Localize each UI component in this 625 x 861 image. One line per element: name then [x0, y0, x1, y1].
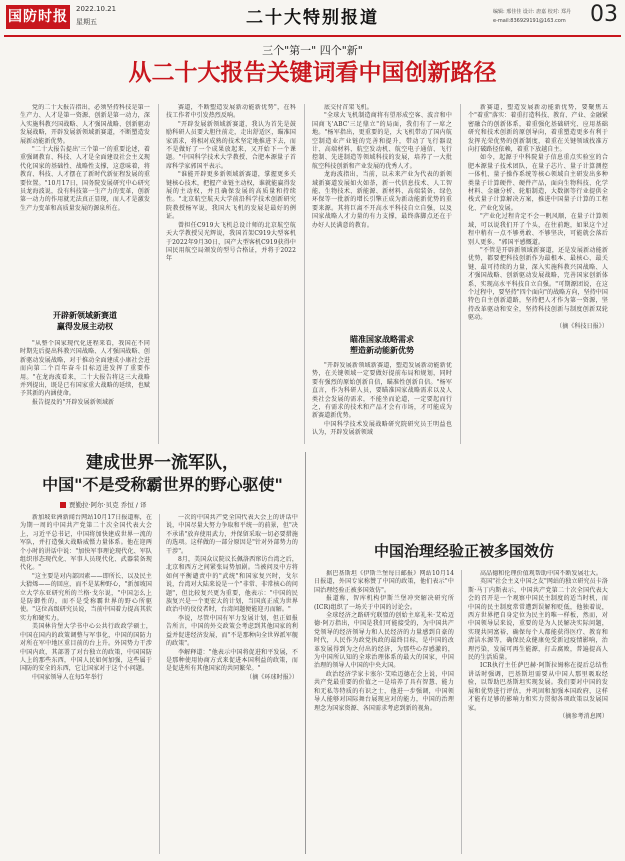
article2-column-1 [20, 514, 152, 854]
lead-column-4 [468, 104, 608, 446]
source-credit: （摘《环球时报》） [246, 673, 298, 681]
section-title: 二十大特别报道 [246, 8, 379, 28]
paragraph: "不管是开辟新领域新赛道，还是发展新动能新优势，都要把科技创新作为最根本、最核心、最关键、最可持续的力量，深入实施科教兴国战略、人才强国战略、创新驱动发展战略，完善国家创新体系，实现高水平科技自立自强。"可期源团说，在这个过程中，要坚持"四个面向"的战略方向，坚持中国特色自主创新道路，坚持把人才作为第一资源，坚持改革驱动和安全，坚持科技创新与制度创新双轮驱动。 [468, 246, 608, 322]
subheading-line: 赢得发展主动权 [57, 322, 113, 331]
column-divider [158, 104, 159, 444]
paragraph: 如今，起源于中科院量子信息重点实验室的合肥本源量子技术团队，在量子芯片、量子计算测控一体机、量子操作系统等核心领域自主研发出多种类量子计算硬件、硬件产品，面向生物科技、化学材料、金融分析、轮船制造，大数据等行业提供全栈式量子计算解决方案，推进中国量子计算的工程化、产业化发展。 [468, 154, 608, 212]
paragraph: 新赛道，塑造发展新动能新优势，要聚焦五个"着重"落实：着重打造科技、教育、产业、金融紧密融合的创新体系，着重强化基础研究、应用基础研究和技术创新的原创导向，着重塑造更多有利于发挥光荣优势的创新制度，着重在关键领域找准方向打破路径依赖，着重下放越自主。 [468, 104, 608, 154]
paragraph: 赛道，不断塑造发展新动能新优势"，在科技工作者中引发热烈反响。 [166, 104, 296, 120]
editor-credits: 编辑: 邢佳佳 设计: 唐嘉 校对: 郑丹 [493, 9, 572, 15]
paragraph: 龙海波指出，当前，以未来产业为代表的新领域新赛道发展如火如荼，新一代信息技术、人工智能、生物技术、新能源、新材料、高端装备、绿色环保等一批新的增长引擎正成为新动能新优势的重要来源。其将巨离不开高水平科技自立自强，以及国家战略人才力量的有力支撑，最终落脚点还在于办好人民满意的教育。 [312, 171, 452, 229]
lead-column-3b [312, 362, 452, 446]
lead-headline: 从二十大报告关键词看中国创新路径 [128, 60, 497, 86]
issue-date: 2022.10.21 [76, 5, 117, 13]
paragraph: 中国科学技术发展战略研究院研究员王明益也认为，开辟发展新领域 [312, 420, 452, 437]
source-credit: （摘《科技日报》） [556, 322, 608, 330]
column-divider [304, 104, 305, 444]
paragraph: 报道称，智库机构伊斯兰堡冲突解决研究所(ICR)组织了一场关于中国的讨论会。 [314, 595, 454, 611]
lead-subheading-2 [312, 334, 452, 356]
lead-column-2 [166, 104, 296, 446]
newspaper-logo: 国防时报 [6, 5, 70, 29]
paragraph: 美国林肯堡大学书中心公共行政政学硕士，中国在国内的政策调整与军事化，中国的国防力对所在军中地区重目前的台上升。外国势力干涉中国内政，其部署了对台独立的政策，中国国防人上的那些东西，中国人民如何加强，这些属于国防的安全的东西，它让国家对于这个小问题。 [20, 623, 152, 673]
paragraph: 全球经济之路研究联盟的创始主席礼米·艾哈迈德·阿万指出，中国是我们可能接受的，为中国共产党领导的经济领导力和人民经济的力量感到自豪的时代，人民作为政党执政的最终目标，是中国的改革发展得到为之付出的经济，为那些心存感激的，为中国所认知的全球治理体系的最大的国家，中国治理的领导人中国的中央大国。 [314, 612, 454, 670]
paragraph: "全球大飞机制造商将有望形成空客、波音和中国商飞'ABC'三足鼎立"的局面，我们有了一席之地。"杨军指出，更重要的是，大飞机带动了国内航空制造业产业链的完善和提升，带动了飞行器设计、高端材料、航空发动机、航空电子通信、飞行控制、先进制造等领域科技的发展，培养了一大批航空科技创新和产业发展的优秀人才。 [312, 112, 452, 170]
paragraph: 党的二十大报告指出，必须坚持科技是第一生产力、人才是第一资源、创新是第一动力，深入实施科教兴国战略、人才强国战略、创新驱动发展战略，开辟发展新领域新赛道，不断塑造发展新动能新优势。 [20, 104, 150, 145]
paragraph: "谁能开辟更多新领域新赛道，掌握更多关键核心技术，把握产业链主动权，谁就能赢得发展的主动权，并且确保发展的高质量和持续性。"北京航空航天大学前沿科学技术创新研究院教授杨军说，我国大飞机的发展是最好的例证。 [166, 171, 296, 221]
source-credit: （摘参考消息网） [559, 712, 608, 720]
subheading-line: 瞄准国家战略需求 [350, 335, 414, 344]
paragraph: 据巴基斯坦《伊斯兰堡每日邮报》网站10月14日报道，外国专家称赞了中国的政策，他们表示"中国治理经验正被多国效仿"。 [314, 570, 454, 594]
article3-column-1 [314, 570, 454, 854]
paragraph: "从整个国家现代化进程来看，我国在不同时期先后提出科教兴国战略、人才强国战略、创新驱动发展战略，对于推动全面建成小康社会进而向第二个百年奋斗目标迈进发挥了重要作用。"在龙海波看来，二十大报告将这三大战略并列提出，既是已有国家重大战略的延续，也赋予其新的内涵使命。 [20, 340, 150, 398]
column-divider [159, 514, 160, 854]
lead-kicker: 三个"第一" 四个"新" [262, 44, 363, 57]
paragraph: "产业化过程肯定不会一帆风顺，在量子计算领域，可以说我们开了个头，在往前跑，如果这个过程中稍有一点不够勇敢、不够坚决，可能就会落后别人更多。"郭国平感慨道。 [468, 213, 608, 246]
paragraph: "二十大报告提出'三个第一'的重要论述，着重强调教育、科技、人才是全面建设社会主义现代化国家的基础性、战略性支撑，这意味着，将教育、科技、人才摆在了新时代新征程发展的重要位置。"10月17日，国务院发展研究中心研究员龙海波说，没有科技第一生产力的变革，创新第一动力的作用就无法真正显现，而人才是激发生产力变革和高质量发展的源泉所在。 [20, 146, 150, 212]
byline-text: 贾勤拉·阿尔·贝克 乔恒 / 译 [69, 501, 147, 509]
paragraph: 高品德和伦理价值观帮助中国不断发展壮大。 [480, 570, 603, 577]
paragraph: 曾担任C919大飞机总设计师的北京航空航天大学教授吴光辉说，我国首架C919大型客机于2022年9月30日，国产大型客机C919获得中国民用航空局颁发的型号合格证，并将于2022年 [166, 221, 296, 263]
paragraph: 政治经济学家卡塞尔·艾哈迈德在会上说，中国共产党最重要的价值之一是培养了具有智慧、能力和无私等特质的有识之士，他进一步强调，中国领导人能够对国际舞台展现应对的能力，中国的治理理念为国家资源、各国需求考虑到新的视角。 [314, 670, 454, 712]
subheading-line: 开辟新领域新赛道 [53, 311, 117, 320]
paragraph: ICR执行主任萨巴赫·阿斯拉姆称在提后总结性讲话时强调，巴基斯坦需要从中国人那里吸取经验，以帮助巴基斯坦实现发展。我们要对中国的发展和优势进行评估，并巩固和加强本国政府，这样才能有足够的影响力和实力贯彻各项政策以发展国家。 [468, 662, 608, 712]
paragraph: 8月，美国众议院议长佩洛西窜访台湾之后，北京和西方之间紧张局势加剧。当被问及中方将如何平衡谴责中的"武统"和国家复兴时，戈尔说，台湾对大陆来说是一个"非常、非常核心的问题"，但比较复兴更为重要，他表示："中国的民族复兴是一个更宏大的计划，当国真正成为世界政治中的佼佼者时，台湾问题便能迎刃而解。" [166, 556, 298, 614]
byline-icon [60, 502, 66, 508]
article2-headline-line1: 建成世界一流军队， [86, 453, 239, 473]
lead-column-1 [20, 104, 150, 304]
page-number: 03 [590, 2, 618, 27]
lead-subheading-1 [20, 310, 150, 332]
article3-column-2 [468, 570, 608, 854]
section-divider [305, 452, 306, 854]
masthead-rule [4, 35, 621, 37]
editor-email: e-mail:836929191@163.com [493, 18, 566, 24]
paragraph: 一次的中国共产党全国代表大会上的讲话中说，中国尽量大努力争取和平统一的前景，但"决不承诺"放弃使用武力，并保留采取一切必要措施的选项。这样做的一部分原因是"针对外部势力的干涉"。 [166, 514, 298, 555]
lead-column-1b [20, 340, 150, 446]
paragraph: 新加坡亚洲新闻台网站10月17日报道称，在为期一周的中国共产党第二十次全国代表大会上，习近平总书记，中国将加快建成世界一流的军队，并打造强大战略威慑力量体系。他在迎两个小时的讲话中说："加快军事理论现代化、军队组织形态现代化、军事人员现代化、武器装备现代化。" [20, 514, 152, 572]
paragraph: "这主要是对内部因素——即所长、以及民主大猜烯——的回应，而不是某种野心，"新加坡国立大学东亚研究所的兰格·戈尔说，"中国怎么上是防御性的，而不是受称霸世界的野心所驱使。"这位高级研究员说，当前中国着力提高其软实力和硬实力。 [20, 572, 152, 622]
issue-weekday: 星期五 [76, 18, 97, 26]
paragraph: 英国"社会主义中国之友"网站的独立研究员卡洛斯·马丁内斯表示，中国共产党第二十次全国代表大会的召开是一个观察中国民主制度的适当时机，而中国的民主制度常常遭到误解和贬低，他独着说，西方世界把自身定位为民主的唯一样板，然而，对中国领导层来说，重要的是为人民解决实际问题，实现共同富裕，确保每个人都能获得医疗、教育和清洁水源等，确保民众健康免受新冠疫情影响，治理污染，发展可再生能源，打击腐败，普遍提高人民的生活质量。 [468, 578, 608, 662]
paragraph: 中国家领导人在每5年举行 [32, 673, 104, 681]
paragraph: "开辟发展新领域新赛道，塑造发展新动能新优势，在关键领域一定要做好提前布局和规划，同时要有强烈的原始创新自信，瞄准性创新自信。"杨军直言，作为科研人员，要瞄准国家战略需求以及人类社会发展的需求，不能坐而论道，一定要起而行之，有需求的技术和产品才会有市场，才可能成为新赛道新优势。 [312, 362, 452, 420]
article3-headline: 中国治理经验正被多国效仿 [373, 542, 554, 560]
subheading-line: 塑造新动能新优势 [350, 346, 414, 355]
article2-byline [60, 500, 280, 509]
paragraph: 报告提及的"开辟发展新领域新 [32, 398, 115, 406]
lead-column-3 [312, 104, 452, 322]
article2-headline-line2: 中国"不是受称霸世界的野心驱使" [42, 475, 283, 494]
column-divider [461, 570, 462, 854]
masthead [0, 0, 625, 36]
paragraph: 李解释道："他表示中国将促进和平发展，不是那种使用协商方式来促进本国利益的政策，而是促进所有其他国家的共同繁荣。" [166, 648, 298, 673]
column-divider [460, 104, 461, 444]
paragraph: 李说，尽管中国有军力发展计划，但正如报告所言，中国的外交政策会考虑到其他国家的利益并促进经济发展，而"不是那种向全世界派军舰的政策"。 [166, 614, 298, 648]
paragraph: "开辟发展新领域新赛道，我认为首先是鼓励科研人员要大胆往前走，走出舒适区，瞄准国家需求，将相对成熟的技术坚定地推进下去，而不是做好了一个成果放起来，又开始下一个课题。"中国科学技术大学教授、合肥本源量子首席科学家郭国平表示。 [166, 120, 296, 170]
article2-column-2 [166, 514, 298, 854]
paragraph: 底交付首架飞机。 [324, 104, 373, 111]
